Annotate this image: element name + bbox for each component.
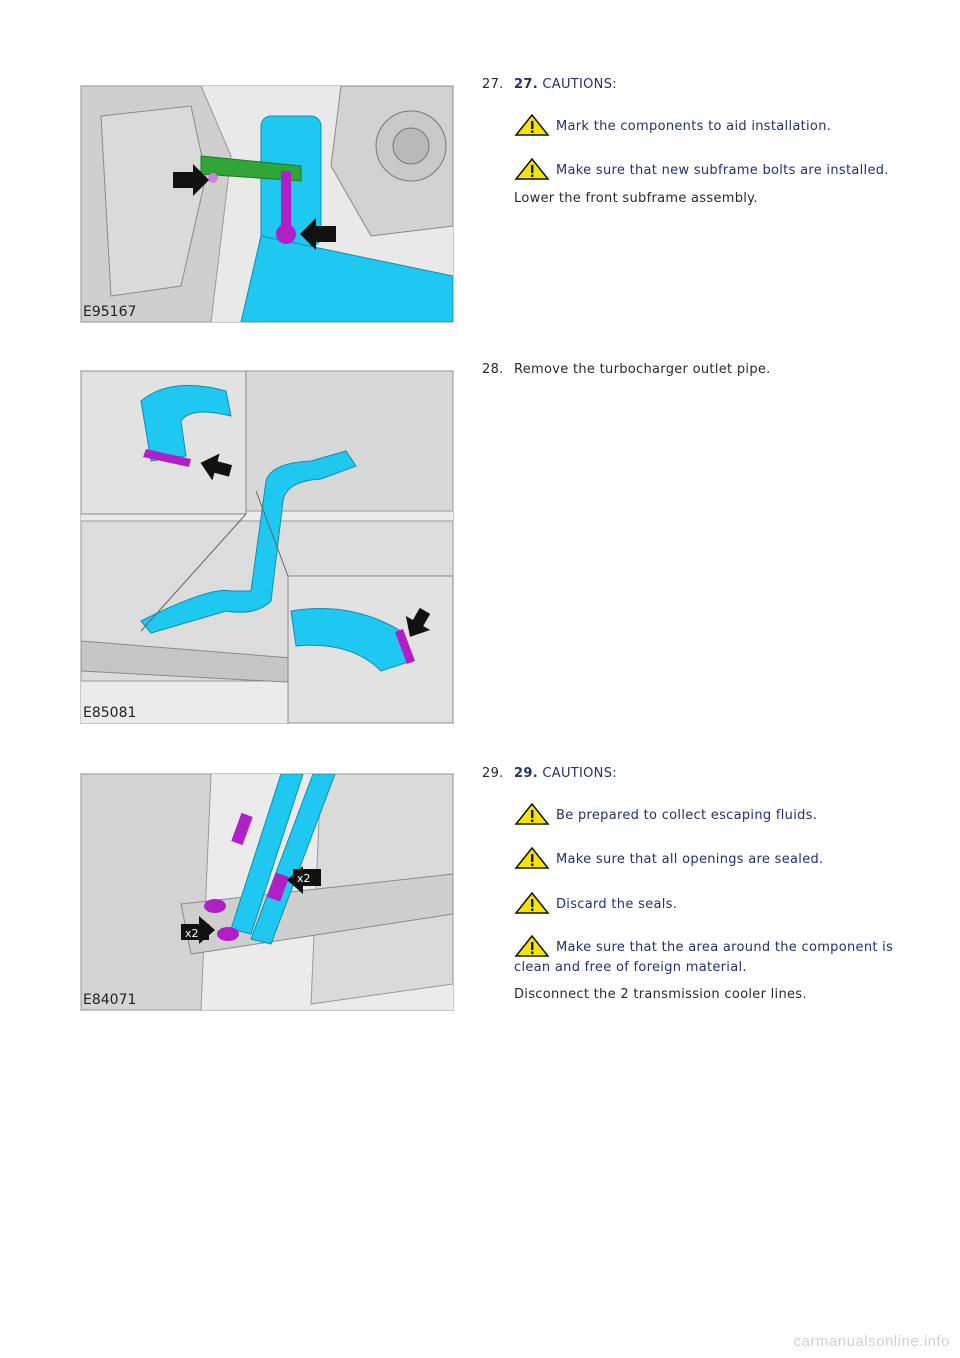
turbocharger-illustration	[81, 371, 453, 723]
figure-label: E85081	[83, 705, 137, 721]
step-heading-number: 29.	[514, 766, 538, 781]
caution-text: Make sure that the area around the component is clean and free of foreign material.	[514, 940, 894, 975]
transmission-cooler-illustration	[81, 774, 453, 1010]
warning-triangle-icon	[514, 847, 550, 873]
caution-note	[514, 158, 914, 184]
figure-label: E84071	[83, 992, 137, 1008]
caution-text: Make sure that all openings are sealed.	[556, 852, 824, 867]
warning-triangle-icon	[514, 158, 550, 184]
caution-text: Be prepared to collect escaping fluids.	[556, 808, 818, 823]
caution-note	[514, 803, 914, 829]
step-number: 27.	[482, 77, 504, 92]
warning-triangle-icon	[514, 114, 550, 140]
figure-step-29	[80, 773, 454, 1011]
step-instruction: Disconnect the 2 transmission cooler lines.	[514, 987, 807, 1002]
caution-text: Discard the seals.	[556, 897, 678, 912]
caution-note	[514, 935, 894, 975]
step-instruction: Remove the turbocharger outlet pipe.	[514, 362, 771, 377]
caution-note	[514, 892, 914, 918]
step-heading	[514, 77, 914, 92]
warning-triangle-icon	[514, 892, 550, 918]
cautions-heading: CAUTIONS:	[542, 77, 617, 92]
subframe-illustration	[81, 86, 453, 322]
warning-triangle-icon	[514, 935, 550, 961]
step-heading	[514, 766, 914, 781]
figure-label: E95167	[83, 304, 137, 320]
callout-text: x2	[185, 927, 199, 940]
figure-step-27	[80, 85, 454, 323]
footer-watermark: carmanualsonline.info	[793, 1333, 950, 1350]
caution-text: Make sure that new subframe bolts are installed.	[556, 163, 889, 178]
warning-triangle-icon	[514, 803, 550, 829]
caution-text: Mark the components to aid installation.	[556, 119, 832, 134]
callout-text: x2	[297, 872, 311, 885]
figure-step-28	[80, 370, 454, 724]
step-instruction: Lower the front subframe assembly.	[514, 191, 758, 206]
caution-note	[514, 114, 914, 140]
step-number: 29.	[482, 766, 504, 781]
cautions-heading: CAUTIONS:	[542, 766, 617, 781]
step-number: 28.	[482, 362, 504, 377]
caution-note	[514, 847, 914, 873]
step-heading-number: 27.	[514, 77, 538, 92]
